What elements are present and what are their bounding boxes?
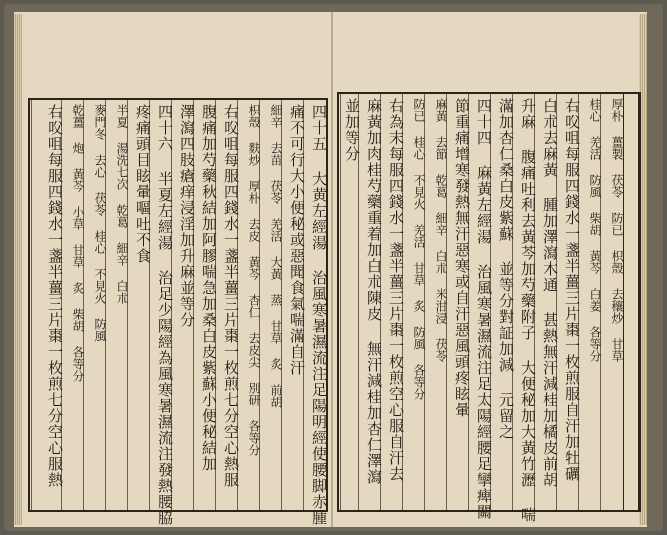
text-column: 滿加杏仁桑白皮紫蘇 並等分對証加減 元留之 (490, 94, 513, 510)
page-edge-stack (14, 14, 22, 525)
text-column: 痛不可行大小便秘或惡聞食氣喘滿自汗 (281, 100, 304, 510)
text-column: 麥門冬 去心 茯苓 桂心 不見火 防風 (83, 100, 106, 510)
text-column: 麻黃 去節 乾葛 細辛 白朮 米泔浸 茯苓 (424, 94, 447, 510)
text-column: 桂心 羌活 防風 柴胡 黃芩 白姜 各等分 (578, 94, 601, 510)
left-text-frame (28, 98, 328, 526)
text-column: 升麻 腹痛吐利去黃芩加芍藥附子 大便秘加大黃竹瀝 喘 (512, 94, 535, 510)
right-text-frame (337, 92, 641, 523)
text-column: 澤瀉四肢瘡痒浸淫加升麻並等分 (171, 100, 194, 510)
text-column: 節重痛增寒發熱無汗惡寒或自汗惡風頭疼眩暈 (446, 94, 469, 510)
right-page (333, 12, 647, 527)
text-column: 右㕮咀每服四錢水一盞半薑三片棗一枚煎七分空心服熱 (31, 100, 62, 510)
text-column: 腹痛加芍藥秋結加阿膠喘急加桑白皮紫蘇小便秘結加 (193, 100, 216, 510)
text-column: 右㕮咀每服四錢水一盞半薑三片棗一枚煎服自汗加牡礪 (556, 94, 579, 510)
text-column: 乾薑 炮 黃芩 小草 甘草 炙 柴胡 各等分 (61, 100, 84, 510)
text-column: 防已 桂心 不見火 羌活 甘草 炙 防風 各等分 (402, 94, 425, 510)
center-gutter (623, 94, 639, 510)
text-column: 麻黃加肉桂芍藥重着加白朮陳皮 無汗減桂加杏仁澤瀉 (358, 94, 381, 510)
text-column: 細辛 去苗 茯苓 羌活 大黃 蒸 甘草 炙 前胡 (259, 100, 282, 510)
text-column: 白朮去麻黃 腫加澤瀉木通 甚熱無汗減桂加橘皮前胡 (534, 94, 557, 510)
text-column: 厚朴 薑製 茯苓 防已 枳殼 去穰炒 甘草 (600, 94, 623, 510)
text-column: 半夏 湯洗七次 乾葛 細辛 白朮 (105, 100, 128, 510)
book (4, 4, 663, 531)
text-column: 枳殼 麩炒 厚朴 去皮 黃芩 杏仁 去皮尖 別研 各等分 (237, 100, 260, 510)
text-column: 並加等分 (340, 94, 359, 510)
text-column: 右為末每服四錢水一盞半薑三片棗一枚煎空心服自汗去 (380, 94, 403, 510)
left-page (14, 12, 333, 527)
text-column: 四十五 大黄左經湯 治風寒暑濕流注足陽明經使腰脚赤腫 (303, 100, 326, 510)
text-column: 疼痛頭目眩暈嘔吐不食 (127, 100, 150, 510)
text-column: 四十四 麻黃左經湯 治風寒暑濕流注足太陽經腰足攣痺關 (468, 94, 491, 510)
text-column: 右㕮咀每服四錢水一盞半薑三片棗一枚煎七分空心熱服 (215, 100, 238, 510)
text-column: 四十六 半夏左經湯 治足少陽經為風寒暑濕流注發熱腰脇 (149, 100, 172, 510)
